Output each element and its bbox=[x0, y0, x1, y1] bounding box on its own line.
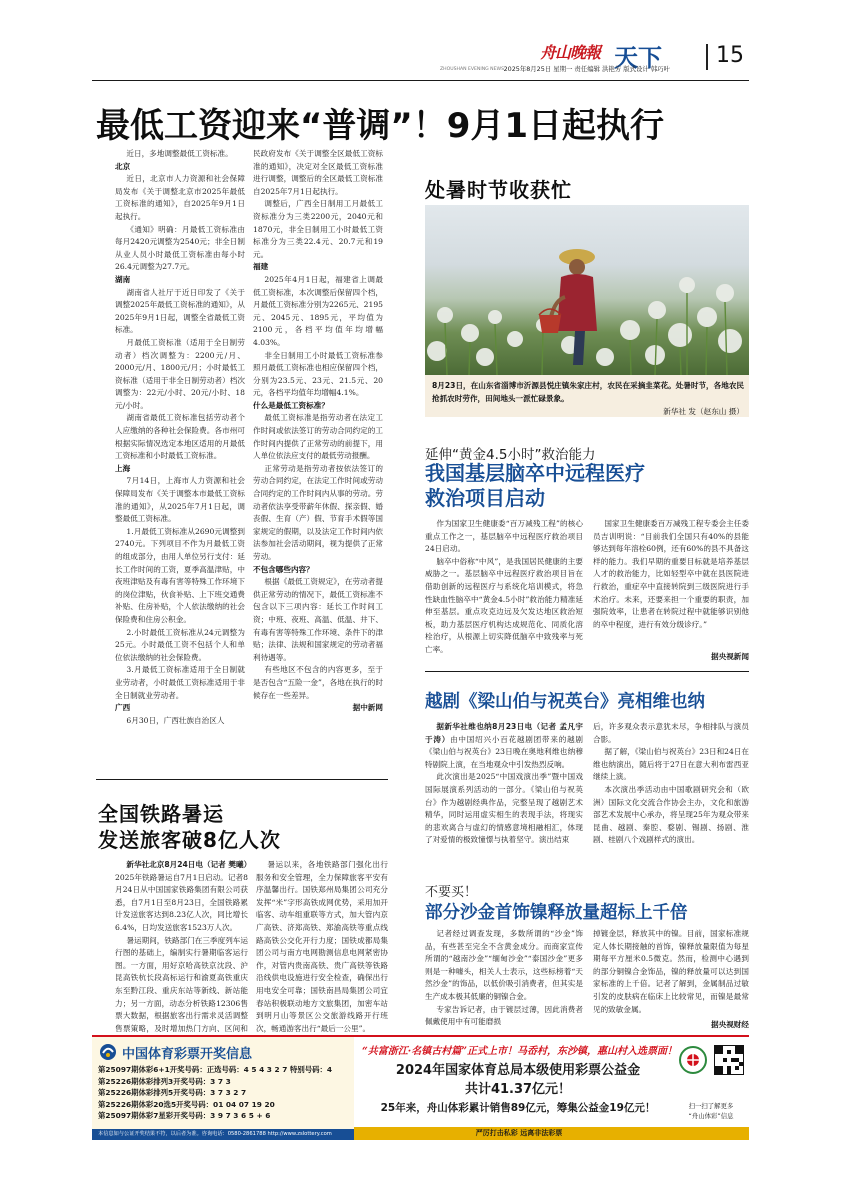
article-paragraph bbox=[253, 463, 383, 564]
article-subhead bbox=[253, 400, 383, 413]
stroke-title-line1: 我国基层脑卒中远程医疗 bbox=[425, 461, 645, 485]
article-paragraph bbox=[253, 198, 383, 261]
paragraph-text: 由中国绍兴小百花越剧团带来的越剧《梁山伯与祝英台》23日晚在奥地利维也纳穆特剧院上演，在当地观众中引发热烈反响。 bbox=[425, 734, 584, 769]
article-paragraph bbox=[253, 576, 383, 664]
paragraph-text: 调整后，广西全日制用工月最低工资标准分为三类2200元，2040元和1870元，非全日制用工小时最低工资标准分为三类22.4元、20.7元和19元。 bbox=[253, 199, 383, 259]
article-paragraph bbox=[115, 715, 245, 728]
paragraph-text: 北京 bbox=[115, 161, 131, 171]
paragraph-text: 福建 bbox=[253, 262, 269, 272]
opera-title: 越剧《梁山伯与祝英台》亮相维也纳 bbox=[425, 692, 705, 712]
rail-title-line2: 发送旅客破8亿人次 bbox=[98, 828, 281, 852]
lottery-seal-icon bbox=[678, 1045, 708, 1075]
article-paragraph bbox=[593, 928, 749, 1016]
paragraph-text: 《通知》明确：月最低工资标准由每月2420元调整为2540元；非全日制从业人员小时最低工资标准由每小时26.4元调整为27.7元。 bbox=[115, 224, 245, 272]
paragraph-text: 湖南 bbox=[115, 274, 131, 284]
opera-article-col2 bbox=[593, 721, 749, 847]
article-paragraph bbox=[253, 148, 383, 198]
article-paragraph bbox=[593, 746, 749, 784]
lottery-headline3: 25年来，舟山体彩累计销售89亿元，筹集公益金19亿元！ bbox=[380, 1102, 656, 1114]
paragraph-text: 暑运以来，各地铁路部门强化出行服务和安全管理，全力保障旅客平安有序温馨出行。国铁郑州局集团公司充分发挥“米”字形高铁成网优势，采用加开临客、动车组重联等方式，加大管内京广高铁、济郑高铁、郑渝高铁等重点线路高铁公交化开行力度；国铁成都局集团公司与南方电网勘测信息电网紧密协作，对管内贵南高铁、贵广高铁等铁路沿线供电设施进行安全检查，确保出行用电安全可靠；国铁南昌局集团公司宜春站积极联动地方文旅集团，加密车站到明月山等景区公交旅游线路开行班次，畅通游客出行“最后一公里”。 bbox=[256, 860, 388, 1033]
header-rule bbox=[92, 80, 749, 81]
main-title: 最低工资迎来“普调”！9月1日起执行 bbox=[96, 106, 665, 146]
qr-caption-line1: 扫一扫了解更多 bbox=[688, 1102, 734, 1110]
article-paragraph bbox=[425, 1004, 583, 1029]
paragraph-text: 有些地区不包含的内容更多，至于是否包含“五险一金”，各地在执行的时候存在一些差异。 bbox=[253, 665, 383, 700]
paragraph-text: 非全日制用工小时最低工资标准参照月最低工资标准也相应保留四个档，分别为23.5元、23元、21.5元、20元，各档平均值年均增幅4.1%。 bbox=[253, 350, 383, 398]
paragraph-text: 此次演出是2025“中国戏演出季”暨中国戏国际展演系列活动的一部分。《梁山伯与祝英台》作为越剧经典作品，完整呈现了越剧艺术精华，同时运用虚实相生的表现手法，将现实的悲欢离合与虚幻的情感意境相融相汇，体现了对爱情的极致憧憬与执着坚守。演出结束 bbox=[425, 772, 583, 845]
article-subhead bbox=[253, 261, 383, 274]
lottery-slogan: “共富浙江·名镇古村篇”正式上市！马岙村，东沙镇，惠山村入选票面！ bbox=[362, 1046, 677, 1057]
paragraph-text: 掉镀金层，释放其中的镍。目前，国家标准规定人体长期接触的首饰，镍释放量限值为每星期每平方厘米0.5微克。然而，检测中心遇到的部分铜镍合金饰品，镍的释放量可以达到国家标准的上千倍。记者了解到，金属制品过敏引发的皮肤病在临床上比较常见，而镍是最常见的致敏金属。 bbox=[593, 929, 749, 1014]
lottery-footer: 严厉打击私彩 远离非法彩票 bbox=[475, 1129, 563, 1137]
article-paragraph bbox=[115, 412, 245, 462]
paragraph-text: 本次演出季活动由中国歌剧研究会和（欧洲）国际文化交流合作协会主办，文化和旅游部艺术发展中心承办，将呈现25年为观众带来昆曲、越剧、秦腔、婺剧、锡剧、扬剧、淮剧、桂剧八个戏剧样式的演出。 bbox=[593, 784, 749, 845]
article-paragraph bbox=[115, 526, 245, 627]
paragraph-text: 记者经过调查发现，多数所谓的“沙金”饰品，有些甚至完全不含黄金成分。而商家宣传所谓的“越南沙金”“缅甸沙金”“泰国沙金”更多则是一种噱头，相关人士表示，这些标榜着“天然沙金”的饰品，以低价吸引消费者，但其实是生产成本极其低廉的铜镍合金。 bbox=[425, 929, 583, 1001]
masthead bbox=[440, 40, 810, 80]
paragraph-text: 2025年铁路暑运自7月1日启动。记者8月24日从中国国家铁路集团有限公司获悉，自7月1日至8月23日，全国铁路累计发送旅客达到8.23亿人次，同比增长6.4%，日均发送旅客1523万人次。 bbox=[115, 872, 248, 932]
stroke-article-col1 bbox=[425, 518, 583, 657]
article-paragraph bbox=[253, 350, 383, 400]
article-paragraph bbox=[425, 928, 583, 1004]
stroke-article-col2 bbox=[593, 518, 749, 631]
lottery-disclaimer: 本信息如与公证开奖结果不符，以后者为准。咨询电话：0580-2861788 http://www.zslottery.com bbox=[92, 1129, 354, 1140]
opera-article-col1 bbox=[425, 721, 583, 847]
paragraph-text: 最低工资标准是指劳动者在法定工作时间或依法签订的劳动合同约定的工作时间内提供了正常劳动的前提下，用人单位依法应支付的最低劳动报酬。 bbox=[253, 413, 383, 461]
paragraph-text: 什么是最低工资标准？ bbox=[253, 400, 329, 410]
lottery-results bbox=[98, 1064, 352, 1122]
jewelry-kicker: 不要买！ bbox=[425, 885, 478, 900]
article-paragraph bbox=[593, 518, 749, 631]
stroke-kicker: 延伸“黄金4.5小时”救治能力 bbox=[425, 447, 596, 463]
paragraph-text: 1.月最低工资标准从2690元调整到2740元。下列项目不作为月最低工资的组成部分，由用人单位另行支付：延长工作时间的工资，夏季高温津贴，中夜班津贴及有毒有害等特殊工作环境下的岗位津贴，伙食补贴、上下班交通费补贴、住房补贴，个人依法缴纳的社会保险费和住房公积金。 bbox=[115, 526, 245, 624]
paragraph-text: 近日，北京市人力资源和社会保障局发布《关于调整北京市2025年最低工资标准的通知》，自2025年9月1日起执行。 bbox=[115, 174, 245, 221]
article-paragraph bbox=[115, 287, 245, 337]
article-paragraph bbox=[425, 721, 583, 771]
photo-caption: 8月23日，在山东省淄博市沂源县悦庄镇朱家庄村，农民在采摘韭菜花。处暑时节，各地农民抢抓农时劳作，田间地头一派忙碌景象。 bbox=[432, 381, 745, 403]
paragraph-text: 3.月最低工资标准适用于全日制就业劳动者，小时最低工资标准适用于非全日制就业劳动者。 bbox=[115, 665, 245, 700]
paragraph-text: 湖南省人社厅于近日印发了《关于调整2025年最低工资标准的通知》，从2025年9月1日起，调整全省最低工资标准。 bbox=[115, 287, 245, 335]
harvest-photo-illustration bbox=[425, 205, 749, 375]
article-paragraph bbox=[115, 664, 245, 702]
article-paragraph bbox=[115, 224, 245, 274]
article-paragraph bbox=[115, 173, 245, 223]
section-title: 天下 bbox=[614, 43, 662, 72]
paragraph-text: 广西 bbox=[115, 703, 131, 713]
page-number: 15 bbox=[716, 43, 744, 68]
lottery-logo-icon bbox=[99, 1043, 117, 1061]
harvest-photo bbox=[425, 205, 749, 375]
rail-top-rule bbox=[96, 779, 388, 780]
rail-title-line1: 全国铁路暑运 bbox=[98, 802, 224, 826]
wage-article-col1 bbox=[115, 148, 245, 727]
paragraph-text: 作为国家卫生健康委“百万减残工程”的核心重点工作之一，基层脑卒中远程医疗救治项目24日启动。 bbox=[425, 519, 583, 554]
article-paragraph bbox=[115, 859, 252, 935]
dateline: 新华社北京8月24日电（记者 樊曦） bbox=[126, 860, 252, 869]
dateline: 据新华社维也纳8月23日电（记者 孟凡宇 于涛） bbox=[425, 722, 583, 744]
article-paragraph bbox=[256, 859, 388, 1035]
stroke-divider bbox=[425, 671, 749, 672]
masthead-logo: 舟山晚報 bbox=[540, 43, 601, 62]
photo-credit: 新华社 发（赵东山 摄） bbox=[663, 407, 744, 416]
paragraph-text: 国家卫生健康委百万减残工程专委会主任委员吉训明说：“目前我们全国只有40%的县能够达到每年溶栓60例，还有60%的县不具备这样的能力。我们早期的重要目标就是培养基层人才的救治能力，比如轻型卒中就在县医院进行救治，重症卒中直接转院到三级医院进行手术治疗。未来，还要来担一个重要的职责，加强院效率，让患者在转院过程中就能够识别他的卒中程度，进行有效分级诊疗。” bbox=[593, 519, 749, 629]
article-paragraph bbox=[115, 337, 245, 413]
lottery-banner bbox=[92, 1035, 749, 1140]
article-paragraph bbox=[425, 771, 583, 847]
masthead-logo-en: ZHOUSHAN EVENING NEWS bbox=[440, 67, 504, 72]
lottery-result-line: 第25226期体彩排列3开奖号码：3 7 3 bbox=[98, 1076, 231, 1086]
rail-article-col1 bbox=[115, 859, 252, 1048]
paragraph-text: 月最低工资标准（适用于全日制劳动者）档次调整为：2200元/月、2000元/月、1800元/月；小时最低工资标准（适用于非全日制劳动者）档次调整为：22元/小时、20元/小时、18元/小时。 bbox=[115, 337, 245, 410]
qr-caption-line2: “舟山体彩”信息 bbox=[688, 1112, 734, 1120]
paragraph-text: 湖南省最低工资标准包括劳动者个人应缴纳的各种社会保险费。各市州可根据实际情况选定本地区适用的月最低工资标准和小时最低工资标准。 bbox=[115, 413, 245, 461]
paragraph-text: 6月30日，广西壮族自治区人 bbox=[126, 715, 225, 725]
article-paragraph bbox=[593, 784, 749, 847]
article-subhead bbox=[115, 463, 245, 476]
article-paragraph bbox=[115, 475, 245, 525]
article-paragraph bbox=[425, 556, 583, 657]
paragraph-text: 暑运期间，铁路部门在三季度列车运行图的基础上，编制实行暑期临客运行图。一方面，用好京哈高铁京沈段、沪昆高铁杭长段高标运行和渝夏高铁重庆东至黔江段、重庆东站等新线、新站能力；另一方面，动态分析铁路12306售票大数据，根据旅客出行需求灵活调整售票策略，及时增加热门方向、区间和 bbox=[115, 935, 248, 1033]
article-subhead bbox=[115, 161, 245, 174]
paragraph-text: 后，许多观众表示意犹未尽，争相排队与演员合影。 bbox=[593, 722, 749, 744]
article-paragraph bbox=[115, 627, 245, 665]
paragraph-text: 近日，多地调整最低工资标准。 bbox=[126, 149, 233, 158]
article-paragraph bbox=[253, 274, 383, 350]
lottery-result-line: 第25097期体彩6+1开奖号码：正选号码：4 5 4 3 2 7 特别号码：4 bbox=[98, 1065, 333, 1074]
paragraph-text: 7月14日，上海市人力资源和社会保障局发布《关于调整本市最低工资标准的通知》，从2025年7月1日起，调整最低工资标准。 bbox=[115, 476, 245, 524]
jewelry-article-col1 bbox=[425, 928, 583, 1029]
lottery-result-line: 第25226期体彩20选5开奖号码：01 04 07 19 20 bbox=[98, 1099, 275, 1109]
lottery-result-line: 第25097期体彩7星彩开奖号码：3 9 7 3 6 5 + 6 bbox=[98, 1111, 271, 1121]
paragraph-text: 据了解，《梁山伯与祝英台》23日和24日在维也纳演出，随后将于27日在意大利布雷西亚继续上演。 bbox=[593, 747, 750, 782]
date-line: 2025年8月25日 星期一 责任编辑 洪艳芳 版式设计 韩巧叶 bbox=[503, 65, 670, 73]
lottery-headline1: 2024年国家体育总局本级使用彩票公益金 bbox=[395, 1063, 641, 1078]
paragraph-text: 2.小时最低工资标准从24元调整为25元。小时最低工资不包括个人和单位依法缴纳的社会保险费。 bbox=[115, 627, 245, 662]
article-subhead bbox=[253, 564, 383, 577]
jewelry-article-source: 据央视财经 bbox=[711, 1020, 749, 1029]
lottery-title: 中国体育彩票开奖信息 bbox=[122, 1047, 253, 1062]
paragraph-text: 上海 bbox=[115, 463, 131, 473]
wage-article-source: 据中新网 bbox=[352, 703, 383, 712]
article-subhead bbox=[115, 702, 245, 715]
jewelry-article-col2 bbox=[593, 928, 749, 1016]
paragraph-text: 不包含哪些内容？ bbox=[253, 564, 314, 574]
paragraph-text: 脑卒中俗称“中风”，是我国居民健康的主要威胁之一。基层脑卒中远程医疗救治项目旨在借助创新的远程医疗与系统化培训模式，将急性缺血性脑卒中“黄金4.5小时”救治能力精准延伸至基层。重点攻克边远及欠发达地区救治短板，助力基层医疗机构达成规范化、同质化溶栓治疗，从根源上切实降低脑卒中致残率与死亡率。 bbox=[425, 556, 583, 654]
paragraph-text: 民政府发布《关于调整全区最低工资标准的通知》，决定对全区最低工资标准进行调整，调整后的全区最低工资标准自2025年7月1日起执行。 bbox=[253, 149, 383, 196]
article-paragraph bbox=[253, 412, 383, 462]
article-paragraph bbox=[253, 664, 383, 702]
jewelry-title: 部分沙金首饰镍释放量超标上千倍 bbox=[425, 903, 688, 923]
paragraph-text: 正常劳动是指劳动者按依法签订的劳动合同约定，在法定工作时间或劳动合同约定的工作时间内从事的劳动。劳动者依法享受带薪年休假、探亲假、婚丧假、生育（产）假、节育手术假等国家规定的假期，以及法定工作时间内依法参加社会活动期间，视为提供了正常劳动。 bbox=[253, 463, 383, 561]
lottery-headline2: 共计41.37亿元！ bbox=[464, 1082, 572, 1097]
article-paragraph bbox=[593, 721, 749, 746]
stroke-article-source: 据央视新闻 bbox=[711, 652, 749, 661]
article-subhead bbox=[115, 274, 245, 287]
article-paragraph bbox=[425, 518, 583, 556]
wage-article-col2 bbox=[253, 148, 383, 702]
stroke-title-line2: 救治项目启动 bbox=[425, 486, 545, 510]
article-paragraph bbox=[115, 148, 245, 161]
header-divider bbox=[706, 44, 708, 70]
lottery-qr-code-icon[interactable] bbox=[714, 1045, 744, 1075]
paragraph-text: 专家告诉记者，由于镀层过薄，因此消费者佩戴使用中有可能磨损 bbox=[425, 1004, 583, 1027]
paragraph-text: 2025年4月1日起，福建省上调最低工资标准，本次调整后保留四个档，月最低工资标准分别为2265元、2195元、2045元、1895元，平均值为2100元，各档平均值年均增幅4.03%。 bbox=[253, 274, 383, 347]
rail-article-col2 bbox=[256, 859, 388, 1035]
photo-story-title: 处暑时节收获忙 bbox=[425, 178, 572, 202]
paragraph-text: 根据《最低工资规定》，在劳动者提供正常劳动的情况下，最低工资标准不包含以下三项内容：延长工作时间工资；中班、夜班、高温、低温、井下、有毒有害等特殊工作环境、条件下的津贴；法律、法规和国家规定的劳动者福利待遇等。 bbox=[253, 577, 383, 662]
article-paragraph bbox=[115, 935, 248, 1048]
lottery-result-line: 第25226期体彩排列5开奖号码：3 7 3 2 7 bbox=[98, 1088, 247, 1098]
